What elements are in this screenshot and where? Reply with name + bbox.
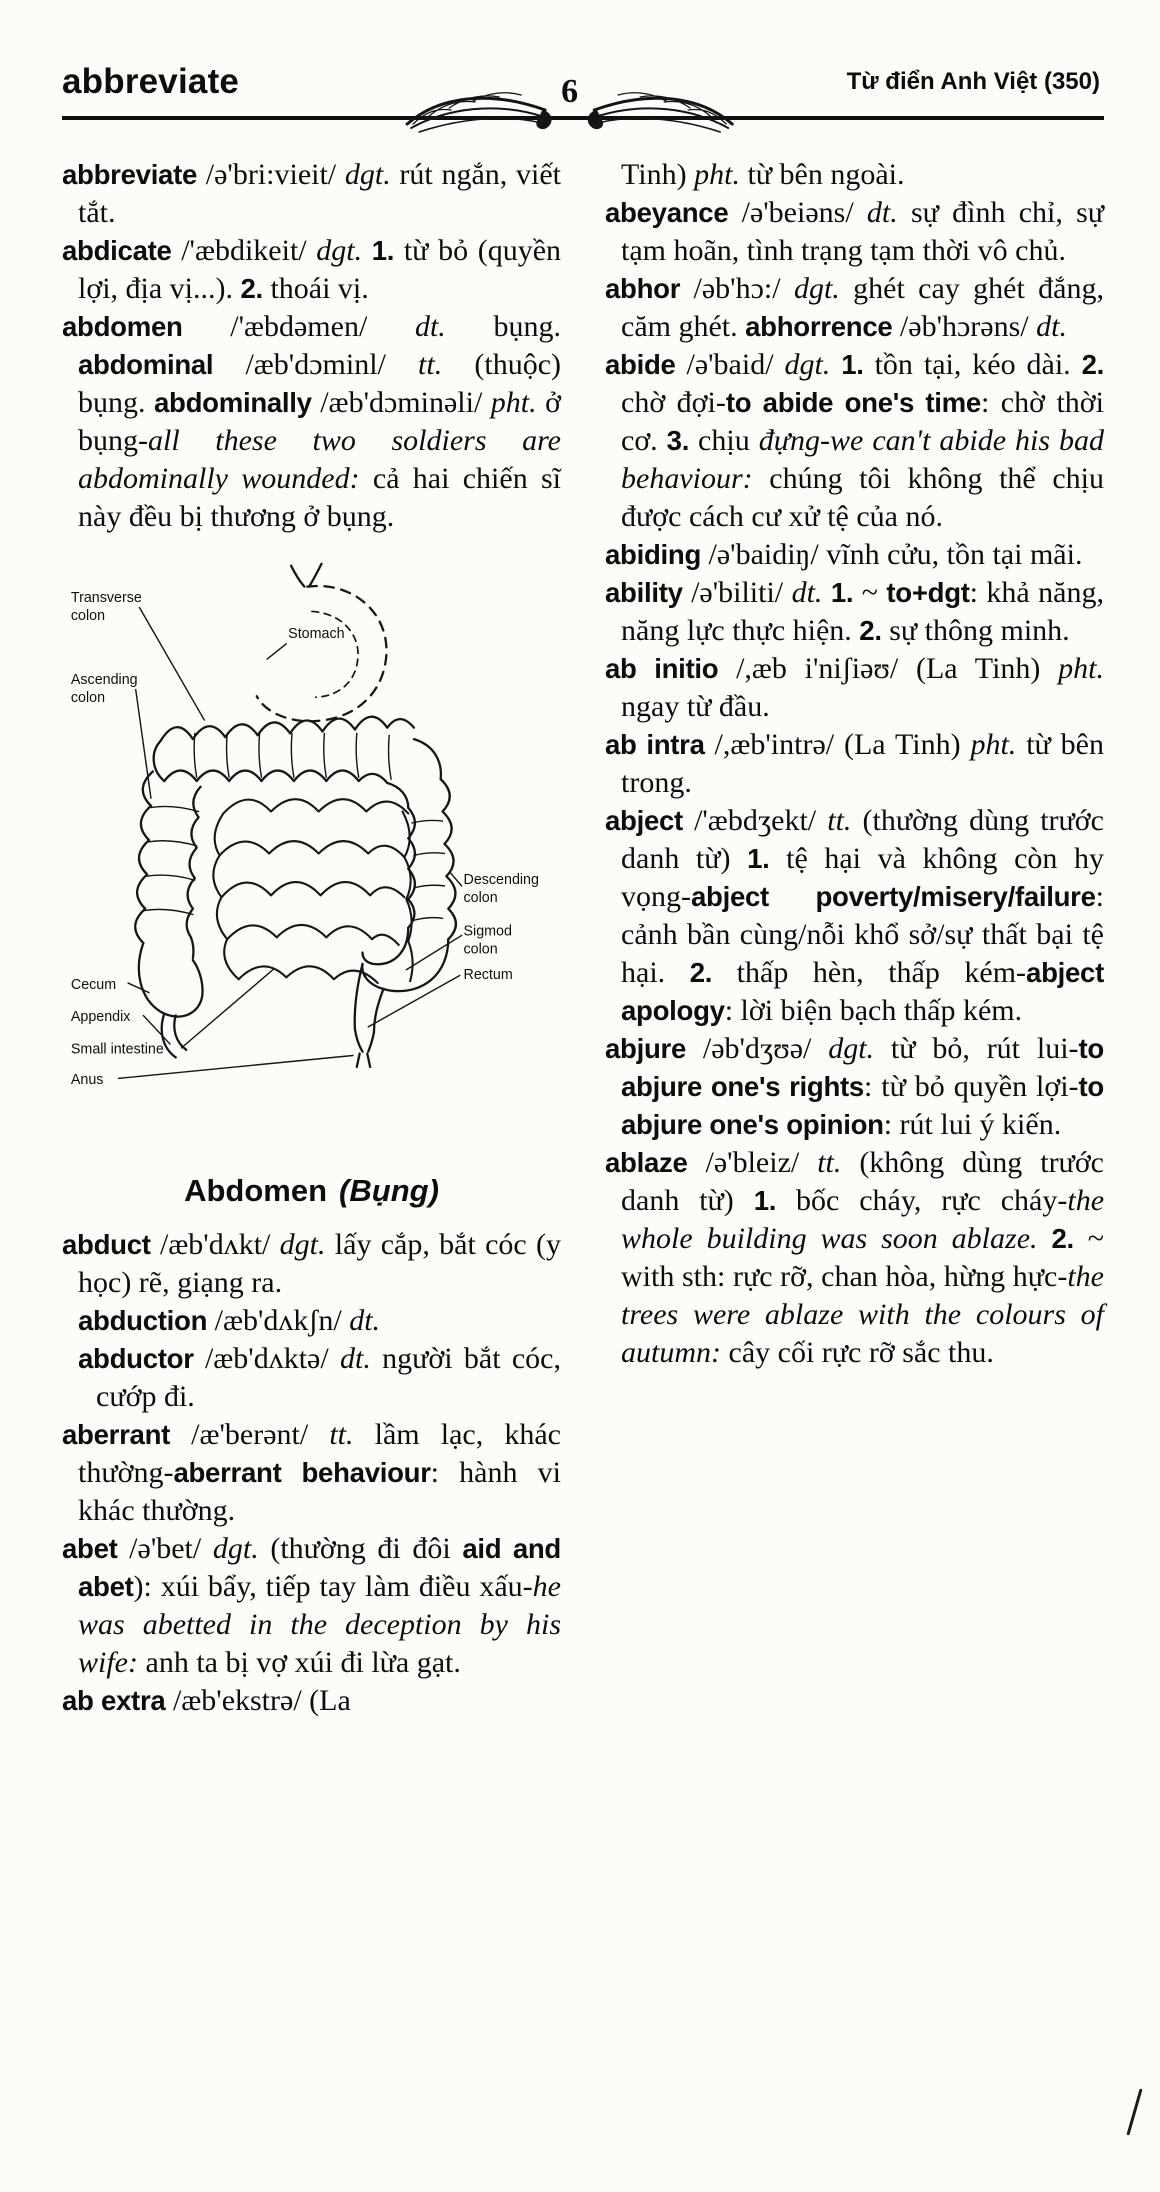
entry-ab-initio: ab initio /,æb i'niʃiəʊ/ (La Tinh) pht. ngay từ đầu. [605, 652, 1104, 723]
page-header [62, 30, 1104, 120]
entry-abet: abet /ə'bet/ dgt. (thường đi đôi aid and abet): xúi bẩy, tiếp tay làm điều xấu-he was abetted in the deception by his wife: anh ta bị vợ xúi đi lừa gạt. [62, 1532, 561, 1679]
label-ascending-colon: Ascending colon [70, 671, 138, 706]
entry-abeyance: abeyance /ə'beiəns/ dt. sự đình chỉ, sự tạm hoãn, tình trạng tạm thời vô chủ. [605, 196, 1105, 267]
right-column [605, 156, 1104, 1720]
label-stomach: Stomach [287, 626, 345, 643]
entry-abbreviate: abbreviate /ə'bri:vieit/ dgt. rút ngắn, viết tắt. [62, 158, 561, 229]
label-small-intestine: Small intestine [70, 1041, 164, 1058]
two-column-text [62, 156, 1104, 1720]
entry-aberrant: aberrant /æ'berənt/ tt. lầm lạc, khác thường-aberrant behaviour: hành vi khác thường. [62, 1418, 561, 1527]
entry-ab-intra: ab intra /,æb'intrə/ (La Tinh) pht. từ bên trong. [605, 728, 1104, 799]
entry-abide: abide /ə'baid/ dgt. 1. tồn tại, kéo dài. 2. chờ đợi-to abide one's time: chờ thời cơ. 3. chịu đựng-we can't abide his bad behaviour: chúng tôi không thể chịu được cách cư xử tệ của nó. [605, 348, 1104, 533]
stomach-outline [256, 586, 386, 721]
page-number-ornament [403, 73, 736, 148]
diagram-caption [62, 1170, 561, 1212]
label-sigmoid-colon: Sigmod colon [463, 923, 512, 958]
diagram-caption-word: Abdomen [184, 1173, 328, 1208]
entry-abduction: abduction /æb'dʌkʃn/ dt. [78, 1304, 381, 1337]
entry-abject: abject /'æbdʒekt/ tt. (thường dùng trước danh từ) 1. tệ hại và không còn hy vọng-abject poverty/misery/failure: cảnh bần cùng/nỗi khổ sở/sự thất bại tệ hại. 2. thấp hèn, thấp kém-abject apology: lời biện bạch thấp kém. [605, 804, 1104, 1027]
abdomen-diagram [62, 558, 561, 1168]
entries-left-top [62, 156, 561, 536]
feather-ornament-right-icon [586, 84, 736, 148]
esophagus-outline [291, 564, 321, 587]
book-title: Từ điển Anh Việt (350) [846, 68, 1100, 95]
left-column [62, 156, 561, 1720]
entry-abhor: abhor /əb'hɔ:/ dgt. ghét cay ghét đắng, căm ghét. abhorrence /əb'hɔrəns/ dt. [605, 272, 1104, 343]
digestive-system-drawing [69, 558, 555, 1168]
small-intestine-coils [213, 799, 412, 983]
label-descending-colon: Descending colon [463, 871, 539, 907]
entries-right [605, 156, 1104, 1372]
entry-ability: ability /ə'biliti/ dt. 1. ~ to+dgt: khả năng, năng lực thực hiện. 2. sự thông minh. [605, 576, 1104, 647]
ascending-colon-outline [135, 772, 200, 944]
page-number: 6 [561, 73, 579, 110]
entry-ab-extra-continuation: Tinh) pht. từ bên ngoài. [621, 158, 905, 191]
feather-ornament-left-icon [403, 84, 553, 148]
guide-word: abbreviate [62, 62, 240, 101]
entry-abjure: abjure /əb'dʒʊə/ dgt. từ bỏ, rút lui-to abjure one's rights: từ bỏ quyền lợi-to abjure one's opinion: rút lui ý kiến. [605, 1032, 1104, 1141]
entry-abdomen: abdomen /'æbdəmen/ dt. bụng. abdominal /æb'dɔminl/ tt. (thuộc) bụng. abdominally /æb'dɔminəli/ pht. ở bụng-all these two soldiers are abdominally wounded: cả hai chiến sĩ này đều bị thương ở bụng. [62, 310, 562, 533]
entry-abiding: abiding /ə'baidiŋ/ vĩnh cửu, tồn tại mãi. [605, 538, 1083, 571]
label-anus: Anus [70, 1072, 103, 1089]
entry-abductor: abductor /æb'dʌktə/ dt. người bắt cóc, cướp đi. [78, 1342, 561, 1413]
label-cecum: Cecum [70, 976, 116, 993]
rectum-outline [354, 964, 383, 1067]
entry-ablaze: ablaze /ə'bleiz/ tt. (không dùng trước danh từ) 1. bốc cháy, rực cháy-the whole building was soon ablaze. 2. ~ with sth: rực rỡ, chan hòa, hừng hực-the trees were ablaze with the colours of autumn: cây cối rực rỡ sắc thu. [605, 1146, 1105, 1369]
entries-left-bottom [62, 1226, 561, 1720]
label-appendix: Appendix [70, 1009, 130, 1026]
entry-abdicate: abdicate /'æbdikeit/ dgt. 1. từ bỏ (quyền lợi, địa vị...). 2. thoái vị. [62, 234, 562, 305]
cecum-outline [138, 937, 202, 1016]
appendix-outline [161, 1014, 185, 1058]
label-transverse-colon: Transverse colon [70, 589, 142, 624]
entry-ab-extra: ab extra /æb'ekstrə/ (La [62, 1684, 351, 1717]
label-rectum: Rectum [463, 967, 513, 984]
entry-abduct: abduct /æb'dʌkt/ dgt. lấy cắp, bắt cóc (y học) rẽ, giạng ra. [62, 1228, 561, 1299]
scan-artifact-mark [1126, 2089, 1142, 2136]
diagram-labels [70, 590, 538, 1088]
descending-colon-outline [408, 779, 456, 939]
diagram-caption-note: (Bụng) [339, 1173, 439, 1208]
